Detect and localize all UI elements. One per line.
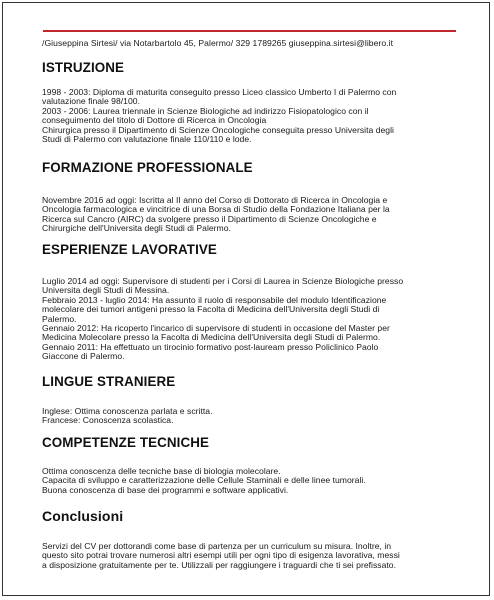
text-line: Gennaio 2011: Ha effettuato un tirocinio formativo post-lauream presso Policlinico Paolo: [42, 341, 379, 352]
section-title-formazione: FORMAZIONE PROFESSIONALE: [42, 160, 253, 175]
text-line: Francese: Conoscenza scolastica.: [42, 415, 174, 426]
section-body-conclusioni: [42, 542, 462, 570]
text-line: 1998 - 2003: Diploma di maturita conseguito presso Liceo classico Umberto I di Palermo con: [42, 87, 397, 97]
contact-line: /Giuseppina Sirtesi/ via Notarbartolo 45, Palermo/ 329 1789265 giuseppina.sirtesi@libero.it: [42, 38, 394, 48]
text-line: Ottima conoscenza delle tecniche base di biologia molecolare.: [42, 466, 281, 476]
text-line: Universita degli Studi di Messina.: [42, 285, 170, 296]
section-body-istruzione: [42, 88, 462, 144]
text-line: Inglese: Ottima conoscenza parlata e scritta.: [42, 406, 213, 416]
section-title-istruzione: ISTRUZIONE: [42, 60, 125, 75]
section-body-competenze: [42, 467, 462, 495]
text-line: molecolare dei tumori antigeni presso la Facolta di Medicina dell'Universita degli Studi di: [42, 304, 380, 315]
text-line: Chirurgiche dell'Universita degli Studi di Palermo.: [42, 223, 231, 234]
section-title-lingue: LINGUE STRANIERE: [42, 374, 176, 389]
text-line: Giaccone di Palermo.: [42, 351, 125, 362]
text-line: questo sito potrai trovare numerosi altri esempi utili per ogni tipo di esigenza lavorativa, messi: [42, 550, 400, 561]
text-line: valutazione finale 98/100.: [42, 96, 140, 107]
text-line: Medicina Molecolare presso la Facolta di Medicina dell'Universita degli Studi di Palermo.: [42, 332, 381, 343]
text-line: Buona conoscenza di base dei programmi e software applicativi.: [42, 484, 289, 495]
text-line: Febbraio 2013 - luglio 2014: Ha assunto il ruolo di responsabile del modulo Identificazione: [42, 294, 387, 305]
section-title-competenze: COMPETENZE TECNICHE: [42, 435, 210, 450]
text-line: Ricerca sul Cancro (AIRC) da svolgere presso il Dipartimento di Scienze Oncologiche e: [42, 213, 377, 224]
text-line: Studi di Palermo con valutazione finale 110/110 e lode.: [42, 134, 252, 145]
text-line: Gennaio 2012: Ha ricoperto l'incarico di supervisore di studenti in occasione del Master per: [42, 323, 390, 334]
text-line: 2003 - 2006: Laurea triennale in Scienze Biologiche ad indirizzo Fisiopatologico con il: [42, 105, 369, 116]
text-line: Servizi del CV per dottorandi come base di partenza per un curriculum su misura. Inoltre, in: [42, 541, 392, 551]
text-line: Luglio 2014 ad oggi: Supervisore di studenti per i Corsi di Laurea in Scienze Biologiche presso: [42, 276, 404, 286]
text-line: conseguimento del titolo di Dottore di Ricerca in Oncologia: [42, 115, 267, 126]
text-line: Chirurgica presso il Dipartimento di Scienze Oncologiche conseguita presso Universita degli: [42, 124, 394, 135]
header-divider: [43, 30, 456, 32]
text-line: Oncologia farmacologica e vincitrice di una Borsa di Studio della Fondazione Italiana per la: [42, 204, 390, 215]
section-title-esperienze: ESPERIENZE LAVORATIVE: [42, 242, 217, 257]
section-body-esperienze: [42, 277, 462, 362]
text-line: a disposizione gratuitamente per te. Utilizzali per raggiungere i traguardi che ti sei prefissato.: [42, 559, 397, 570]
section-body-lingue: [42, 407, 462, 426]
text-line: Novembre 2016 ad oggi: Iscritta al II anno del Corso di Dottorato di Ricerca in Oncologia e: [42, 195, 388, 205]
section-title-conclusioni: Conclusioni: [42, 508, 124, 524]
text-line: Capacita di sviluppo e caratterizzazione delle Cellule Staminali e delle linee tumorali.: [42, 475, 366, 486]
section-body-formazione: [42, 196, 462, 234]
text-line: Palermo.: [42, 313, 77, 324]
